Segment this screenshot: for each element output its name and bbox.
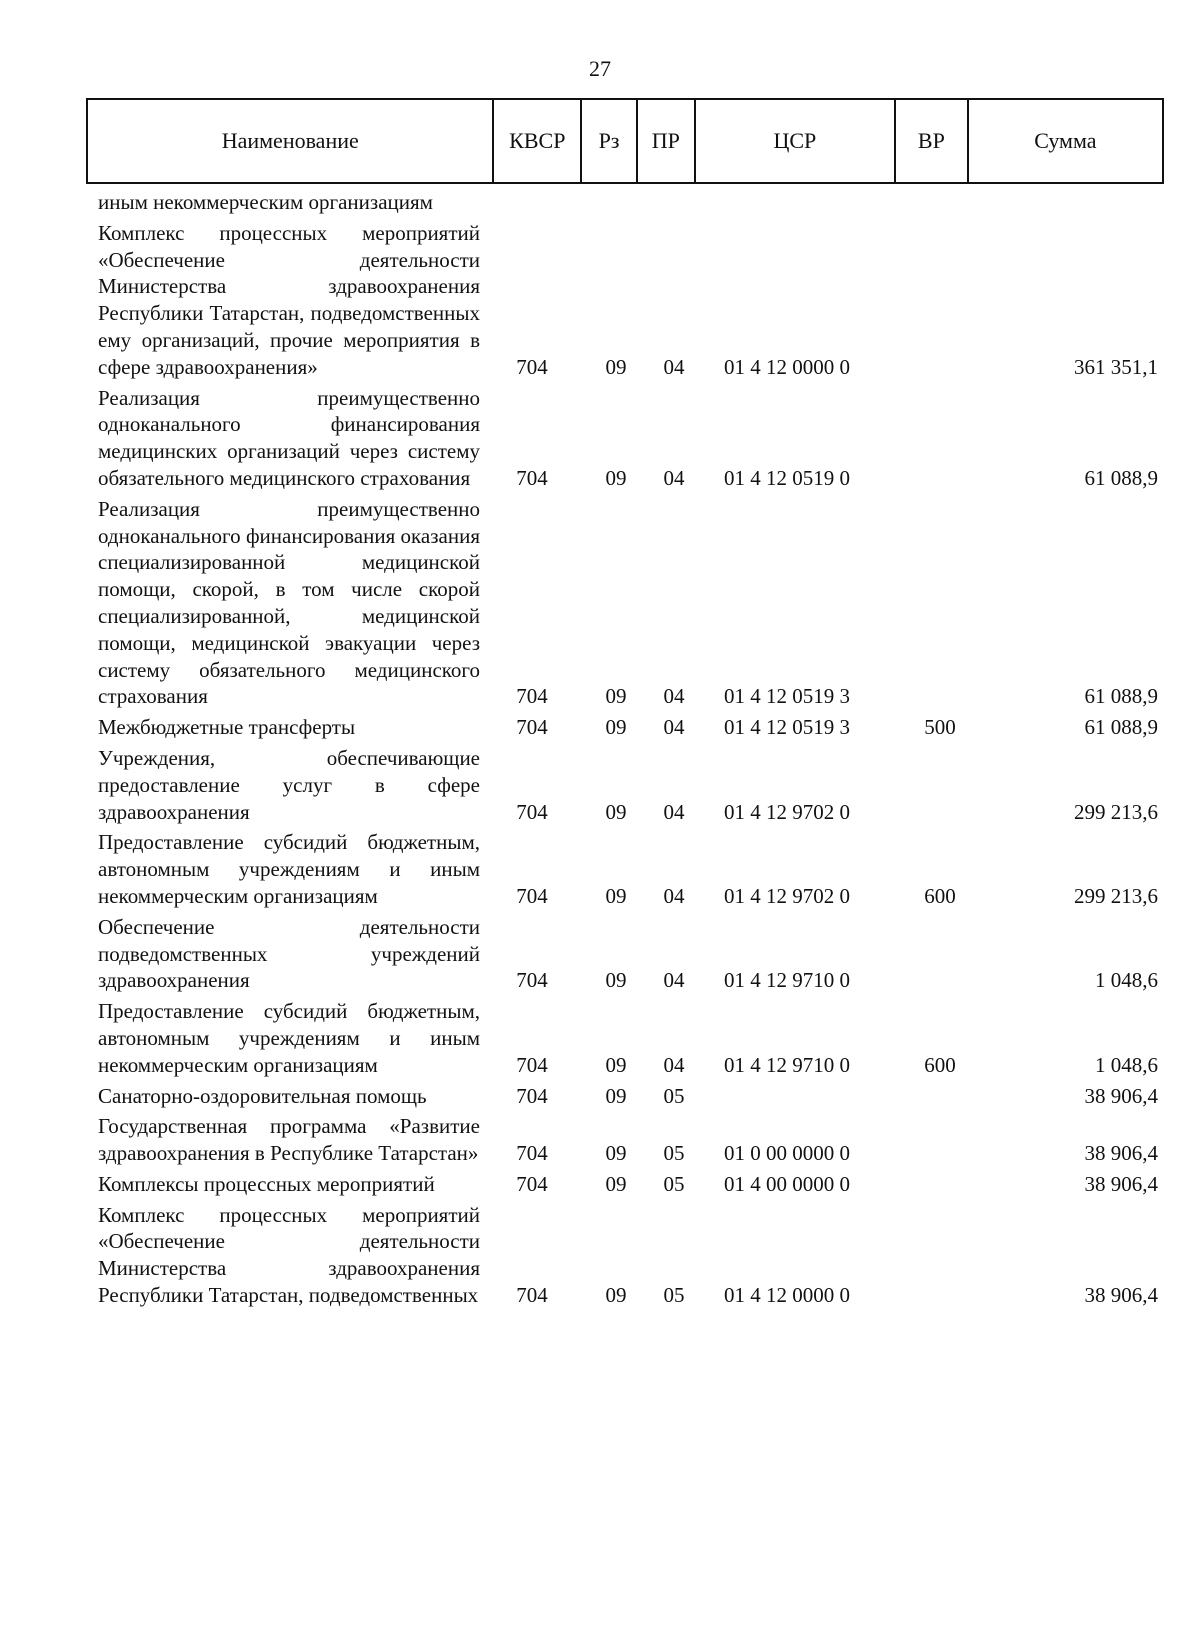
header-name: Наименование [88,100,494,182]
page-number: 27 [589,56,611,81]
header-sum: Сумма [1034,128,1097,153]
table-row [98,714,1158,741]
row-sum: 38 906,4 [1084,1141,1158,1166]
row-pr: 05 [663,1171,685,1196]
row-vr: 600 [924,1052,956,1077]
table-row [98,745,1158,825]
row-csr: 01 0 00 0000 0 [724,1141,850,1166]
row-name: Предоставление субсидий бюджетным, автономным учреждениям и иным некоммерческим организациям [98,999,480,1077]
row-pr: 04 [663,883,685,908]
row-kvsr: 704 [516,1052,548,1077]
header-vr: ВР [896,100,969,182]
row-name: Государственная программа «Развитие здравоохранения в Республике Татарстан» [98,1114,480,1166]
row-name: Учреждения, обеспечивающие предоставление услуг в сфере здравоохранения [98,745,480,824]
row-kvsr: 704 [516,799,548,824]
row-pr: 04 [663,715,685,740]
row-kvsr: 704 [516,1083,548,1108]
row-kvsr: 704 [516,684,548,709]
row-sum: 299 213,6 [1074,799,1158,824]
header-pr: ПР [638,100,696,182]
table-row [98,1083,1158,1110]
row-name: Комплексы процессных мероприятий [98,1171,435,1196]
table-body [98,189,1158,1313]
row-csr: 01 4 12 0000 0 [724,1283,850,1308]
row-rz: 09 [605,354,627,379]
row-vr: 600 [924,883,956,908]
row-sum: 38 906,4 [1084,1171,1158,1196]
header-rz: Рз [582,100,638,182]
row-kvsr: 704 [516,715,548,740]
row-sum: 299 213,6 [1074,883,1158,908]
table-row [98,1113,1158,1167]
header-kvsr: КВСР [494,100,582,182]
row-kvsr: 704 [516,354,548,379]
row-csr: 01 4 12 9710 0 [724,1052,850,1077]
row-rz: 09 [605,465,627,490]
row-csr: 01 4 12 9702 0 [724,883,850,908]
row-sum: 361 351,1 [1074,354,1158,379]
row-name: Реализация преимущественно одноканального финансирования оказания специализированной медицинской помощи, скорой, в том числе скорой специализированной, медицинской помощи, медицинской эвакуации через систему обязательного медицинского страхования [98,496,480,709]
row-rz: 09 [605,1171,627,1196]
row-pr: 05 [663,1083,685,1108]
row-name: Санаторно-оздоровительная помощь [98,1083,427,1108]
row-name: Комплекс процессных мероприятий «Обеспечение деятельности Министерства здравоохранения Республики Татарстан, подведомственных [98,1202,480,1308]
row-name: Обеспечение деятельности подведомственных учреждений здравоохранения [98,914,480,993]
row-csr: 01 4 12 9702 0 [724,799,850,824]
row-pr: 05 [663,1141,685,1166]
row-sum: 38 906,4 [1084,1083,1158,1108]
row-sum: 1 048,6 [1095,1052,1158,1077]
row-rz: 09 [605,968,627,993]
row-pr: 05 [663,1283,685,1308]
row-kvsr: 704 [516,968,548,993]
table-row [98,496,1158,710]
table-row [98,998,1158,1078]
table-header [86,98,1164,184]
row-sum: 61 088,9 [1084,465,1158,490]
header-csr: ЦСР [696,100,896,182]
row-csr: 01 4 00 0000 0 [724,1171,850,1196]
row-kvsr: 704 [516,1141,548,1166]
row-sum: 1 048,6 [1095,968,1158,993]
table-row [98,1202,1158,1309]
table-row [98,385,1158,492]
row-pr: 04 [663,465,685,490]
row-pr: 04 [663,1052,685,1077]
row-csr: 01 4 12 0000 0 [724,354,850,379]
row-name: иным некоммерческим организациям [98,190,433,214]
table-row [98,220,1158,381]
row-pr: 04 [663,968,685,993]
row-kvsr: 704 [516,465,548,490]
row-rz: 09 [605,1083,627,1108]
row-csr: 01 4 12 0519 3 [724,715,850,740]
row-name: Комплекс процессных мероприятий «Обеспечение деятельности Министерства здравоохранения Республики Татарстан, подведомственных ему организаций, прочие мероприятия в сфере здравоохранения» [98,220,480,379]
table-row [98,1171,1158,1198]
row-rz: 09 [605,1141,627,1166]
row-sum: 38 906,4 [1084,1283,1158,1308]
row-rz: 09 [605,684,627,709]
row-rz: 09 [605,799,627,824]
row-kvsr: 704 [516,1171,548,1196]
row-rz: 09 [605,1283,627,1308]
row-name: Предоставление субсидий бюджетным, автономным учреждениям и иным некоммерческим организациям [98,830,480,908]
row-rz: 09 [605,1052,627,1077]
row-rz: 09 [605,883,627,908]
row-csr: 01 4 12 9710 0 [724,968,850,993]
row-pr: 04 [663,354,685,379]
row-pr: 04 [663,684,685,709]
row-vr: 500 [924,715,956,740]
row-csr: 01 4 12 0519 0 [724,465,850,490]
row-name: Реализация преимущественно одноканального финансирования медицинских организаций через систему обязательного медицинского страхования [98,385,480,490]
row-kvsr: 704 [516,883,548,908]
row-csr: 01 4 12 0519 3 [724,684,850,709]
table-row [98,189,1158,216]
row-name: Межбюджетные трансферты [98,715,356,740]
row-pr: 04 [663,799,685,824]
table-row [98,829,1158,909]
row-kvsr: 704 [516,1283,548,1308]
row-rz: 09 [605,715,627,740]
table-row [98,914,1158,994]
row-sum: 61 088,9 [1084,684,1158,709]
row-sum: 61 088,9 [1084,715,1158,740]
